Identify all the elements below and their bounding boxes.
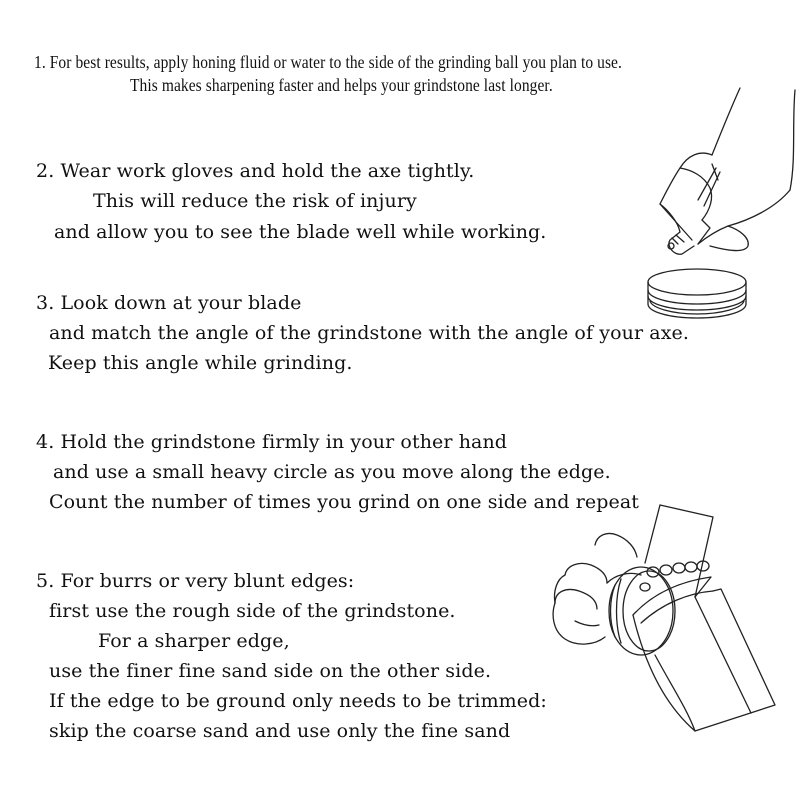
step-5-line-6: skip the coarse sand and use only the fine sand	[49, 720, 511, 742]
step-5-line-1: 5. For burrs or very blunt edges:	[36, 570, 355, 592]
step-5-line-4: use the finer fine sand side on the other side.	[49, 660, 492, 682]
hand-grinding-axe-illustration	[545, 505, 780, 735]
step-2-line-3: and allow you to see the blade well while working.	[54, 221, 547, 243]
step-3-line-2: and match the angle of the grindstone with the angle of your axe.	[49, 322, 690, 344]
hand-applying-fluid-illustration	[600, 80, 800, 325]
step-1-line-2: This makes sharpening faster and helps your grindstone last longer.	[130, 75, 553, 95]
step-4-line-3: Count the number of times you grind on one side and repeat	[49, 491, 639, 513]
step-2-line-2: This will reduce the risk of injury	[93, 190, 417, 212]
step-3-line-1: 3. Look down at your blade	[36, 292, 302, 314]
step-1-line-1: 1. For best results, apply honing fluid or water to the side of the grinding ball you plan to use.	[34, 52, 622, 72]
step-4-line-2: and use a small heavy circle as you move along the edge.	[53, 461, 611, 483]
step-4-line-1: 4. Hold the grindstone firmly in your other hand	[36, 431, 508, 453]
step-5-line-2: first use the rough side of the grindstone.	[49, 600, 456, 622]
step-3-line-3: Keep this angle while grinding.	[48, 352, 353, 374]
step-2-line-1: 2. Wear work gloves and hold the axe tightly.	[36, 160, 475, 182]
step-5-line-3: For a sharper edge,	[98, 630, 290, 652]
step-5-line-5: If the edge to be ground only needs to be trimmed:	[49, 690, 547, 712]
